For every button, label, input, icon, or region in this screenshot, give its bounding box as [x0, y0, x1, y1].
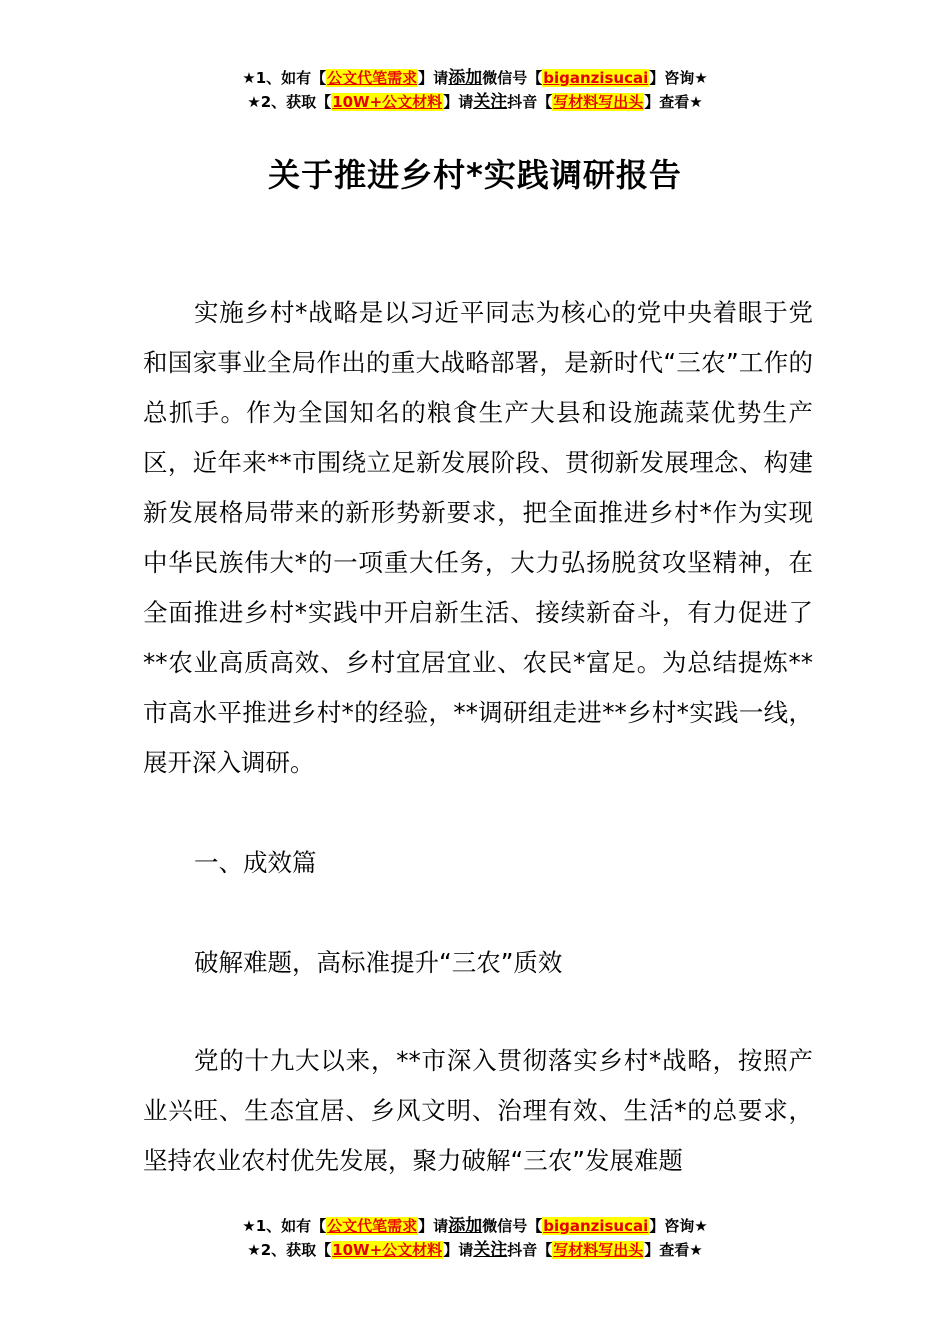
subheading: 破解难题，高标准提升“三农”质效 — [194, 948, 563, 977]
section-heading: 一、成效篇 — [194, 848, 317, 877]
footer-banner-line-2: ★2、获取【10W+公文材料】请关注抖音【写材料写出头】查看★ — [247, 1240, 703, 1260]
banner-line-1: ★1、如有【公文代笔需求】请添加微信号【biganzisucai】咨询★ — [242, 68, 708, 88]
paragraph-intro: 实施乡村*战略是以习近平同志为核心的党中央着眼于党和国家事业全局作出的重大战略部署，是新时代“三农”工作的总抓手。作为全国知名的粮食生产大县和设施蔬菜优势生产区，近年来**市围绕立足新发展阶段、贯彻新发展理念、构建新发展格局带来的新形势新要求，把全面推进乡村*作为实现中华民族伟大*的一项重大任务，大力弘扬脱贫攻坚精神，在全面推进乡村*实践中开启新生活、接续新奋斗，有力促进了**农业高质高效、乡村宜居宜业、农民*富足。为总结提炼**市高水平推进乡村*的经验，**调研组走进**乡村*实践一线，展开深入调研。 — [143, 298, 813, 777]
footer-banner-line-1: ★1、如有【公文代笔需求】请添加微信号【biganzisucai】咨询★ — [242, 1216, 708, 1236]
paragraph-results: 党的十九大以来，**市深入贯彻落实乡村*战略，按照产业兴旺、生态宜居、乡风文明、治理有效、生活*的总要求，坚持农业农村优先发展，聚力破解“三农”发展难题 — [143, 1046, 813, 1175]
footer-banner — [0, 1214, 950, 1262]
header-banner — [0, 66, 950, 114]
banner-line-2: ★2、获取【10W+公文材料】请关注抖音【写材料写出头】查看★ — [247, 92, 703, 112]
document-title: 关于推进乡村*实践调研报告 — [268, 156, 682, 194]
